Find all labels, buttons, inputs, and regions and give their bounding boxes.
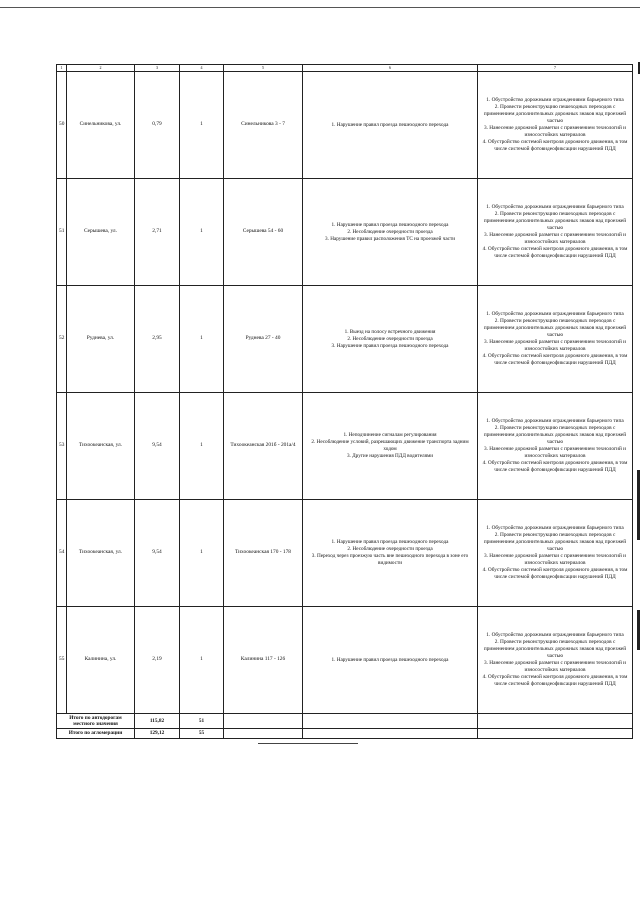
empty-cell bbox=[478, 729, 633, 739]
measure-item: 4. Обустройство системой контроля дорожного движения, в том числе системой фотовидеофиксации нарушений ПДД bbox=[482, 674, 628, 688]
measure-item: 3. Нанесение дорожной разметки с применением технологий и износостойких материалов bbox=[483, 446, 626, 460]
row-number: 52 bbox=[57, 286, 67, 393]
violation-item: 1. Нарушение правил проезда пешеходного перехода bbox=[331, 121, 449, 128]
table-row bbox=[57, 179, 633, 286]
measure-item: 2. Провести реконструкцию пешеходных переходов с применением дополнительных дорожных знаков над проезжей частью bbox=[483, 210, 627, 231]
measure-item: 1. Обустройство дорожными ограждениями барьерного типа bbox=[486, 524, 624, 531]
measures-cell bbox=[478, 607, 633, 714]
empty-cell bbox=[303, 714, 478, 729]
measure-item: 2. Провести реконструкцию пешеходных переходов с применением дополнительных дорожных знаков над проезжей частью bbox=[483, 317, 627, 338]
violations-cell bbox=[303, 179, 478, 286]
violation-item: 1. Нарушение правил проезда пешеходного перехода bbox=[331, 539, 449, 545]
violation-item: 1. Неподчинение сигналам регулирования bbox=[343, 432, 437, 438]
measures-cell bbox=[478, 72, 633, 179]
measure-item: 1. Обустройство дорожными ограждениями барьерного типа bbox=[486, 203, 624, 210]
violation-item: 2. Несоблюдение очередности проезда bbox=[347, 335, 433, 342]
row-number: 55 bbox=[57, 607, 67, 714]
site-location: Тихоокеанская 201б - 201а/4 bbox=[224, 393, 303, 500]
street-name: Тихоокеанская, ул. bbox=[67, 500, 135, 607]
column-number-row bbox=[57, 65, 633, 72]
road-length-km: 2,71 bbox=[135, 179, 180, 286]
site-location: Тихоокеанская 170 - 178 bbox=[224, 500, 303, 607]
violation-item: 2. Несоблюдение условий, разрешающих движение транспорта задним ходом bbox=[311, 439, 469, 452]
violation-item: 2. Несоблюдение очередности проезда bbox=[347, 228, 433, 235]
road-length-km: 0,79 bbox=[135, 72, 180, 179]
violations-cell bbox=[303, 286, 478, 393]
table-row bbox=[57, 286, 633, 393]
column-number: 5 bbox=[224, 65, 303, 72]
site-count: 1 bbox=[180, 179, 224, 286]
measure-item: 2. Провести реконструкцию пешеходных переходов с применением дополнительных дорожных знаков над проезжей частью bbox=[483, 424, 627, 445]
site-location: Синельникова 3 - 7 bbox=[224, 72, 303, 179]
measures-cell bbox=[478, 500, 633, 607]
street-name: Синельникова, ул. bbox=[67, 72, 135, 179]
column-number: 4 bbox=[180, 65, 224, 72]
measure-item: 2. Провести реконструкцию пешеходных переходов с применением дополнительных дорожных знаков над проезжей частью bbox=[483, 638, 627, 659]
site-count: 1 bbox=[180, 500, 224, 607]
site-count: 1 bbox=[180, 72, 224, 179]
measure-item: 4. Обустройство системой контроля дорожного движения, в том числе системой фотовидеофиксации нарушений ПДД bbox=[482, 139, 628, 153]
violation-item: 2. Несоблюдение очередности проезда bbox=[347, 546, 433, 552]
measure-item: 4. Обустройство системой контроля дорожного движения, в том числе системой фотовидеофиксации нарушений ПДД bbox=[482, 460, 628, 474]
row-number: 51 bbox=[57, 179, 67, 286]
measure-item: 2. Провести реконструкцию пешеходных переходов с применением дополнительных дорожных знаков над проезжей частью bbox=[483, 103, 627, 124]
measure-item: 3. Нанесение дорожной разметки с применением технологий и износостойких материалов bbox=[483, 125, 626, 139]
column-number: 1 bbox=[57, 65, 67, 72]
violations-cell bbox=[303, 72, 478, 179]
measure-item: 4. Обустройство системой контроля дорожного движения, в том числе системой фотовидеофиксации нарушений ПДД bbox=[482, 567, 628, 581]
measures-cell bbox=[478, 393, 633, 500]
total-row-local-roads bbox=[57, 714, 633, 729]
accident-sites-table bbox=[56, 64, 633, 739]
violations-cell bbox=[303, 393, 478, 500]
empty-cell bbox=[224, 729, 303, 739]
column-number: 7 bbox=[478, 65, 633, 72]
total-row-agglomeration bbox=[57, 729, 633, 739]
site-count: 1 bbox=[180, 286, 224, 393]
column-number: 6 bbox=[303, 65, 478, 72]
scan-top-edge bbox=[0, 0, 640, 8]
measures-cell bbox=[478, 286, 633, 393]
road-length-km: 2,95 bbox=[135, 286, 180, 393]
column-number: 2 bbox=[67, 65, 135, 72]
street-name: Руднева, ул. bbox=[67, 286, 135, 393]
measure-item: 1. Обустройство дорожными ограждениями барьерного типа bbox=[486, 631, 624, 638]
measure-item: 4. Обустройство системой контроля дорожного движения, в том числе системой фотовидеофиксации нарушений ПДД bbox=[482, 353, 628, 367]
measure-item: 3. Нанесение дорожной разметки с применением технологий и износостойких материалов bbox=[483, 339, 626, 353]
site-location: Серышева 54 - 60 bbox=[224, 179, 303, 286]
violation-item: 1. Нарушение правил проезда пешеходного перехода bbox=[331, 221, 449, 228]
table-row bbox=[57, 500, 633, 607]
total-label: Итого по автодорогам местного значения bbox=[57, 714, 135, 729]
violation-item: 3. Другие нарушения ПДД водителями bbox=[346, 453, 434, 459]
measures-cell bbox=[478, 179, 633, 286]
street-name: Тихоокеанская, ул. bbox=[67, 393, 135, 500]
violation-item: 3. Нарушение правил проезда пешеходного перехода bbox=[331, 342, 449, 349]
measure-item: 2. Провести реконструкцию пешеходных переходов с применением дополнительных дорожных знаков над проезжей частью bbox=[483, 531, 627, 552]
violation-item: 1. Выезд на полосу встречного движения bbox=[344, 328, 436, 335]
road-length-km: 2,19 bbox=[135, 607, 180, 714]
violations-cell bbox=[303, 500, 478, 607]
total-km: 129,12 bbox=[135, 729, 180, 739]
total-count: 55 bbox=[180, 729, 224, 739]
table-row bbox=[57, 607, 633, 714]
measure-item: 1. Обустройство дорожными ограждениями барьерного типа bbox=[486, 96, 624, 103]
empty-cell bbox=[478, 714, 633, 729]
measure-item: 4. Обустройство системой контроля дорожного движения, в том числе системой фотовидеофиксации нарушений ПДД bbox=[482, 246, 628, 260]
measure-item: 3. Нанесение дорожной разметки с применением технологий и износостойких материалов bbox=[483, 232, 626, 246]
empty-cell bbox=[224, 714, 303, 729]
measure-item: 1. Обустройство дорожными ограждениями барьерного типа bbox=[486, 417, 624, 424]
measure-item: 1. Обустройство дорожными ограждениями барьерного типа bbox=[486, 310, 624, 317]
table-row bbox=[57, 72, 633, 179]
site-location: Руднева 27 - 40 bbox=[224, 286, 303, 393]
violation-item: 3. Переход через проезжую часть вне пешеходного перехода в зоне его видимости bbox=[311, 553, 469, 566]
street-name: Калинина, ул. bbox=[67, 607, 135, 714]
violation-item: 3. Нарушение правил расположения ТС на проезжей части bbox=[325, 235, 455, 242]
measure-item: 3. Нанесение дорожной разметки с применением технологий и износостойких материалов bbox=[483, 553, 626, 567]
total-label: Итого по агломерации bbox=[57, 729, 135, 739]
violation-item: 1. Нарушение правил проезда пешеходного перехода bbox=[331, 656, 449, 663]
total-count: 51 bbox=[180, 714, 224, 729]
table-row bbox=[57, 393, 633, 500]
row-number: 53 bbox=[57, 393, 67, 500]
column-number: 3 bbox=[135, 65, 180, 72]
violations-cell bbox=[303, 607, 478, 714]
empty-cell bbox=[303, 729, 478, 739]
site-location: Калинина 117 - 126 bbox=[224, 607, 303, 714]
road-length-km: 9,54 bbox=[135, 393, 180, 500]
measure-item: 3. Нанесение дорожной разметки с применением технологий и износостойких материалов bbox=[483, 660, 626, 674]
closing-line bbox=[258, 743, 358, 744]
street-name: Серышева, ул. bbox=[67, 179, 135, 286]
road-length-km: 9,54 bbox=[135, 500, 180, 607]
site-count: 1 bbox=[180, 607, 224, 714]
total-km: 115,82 bbox=[135, 714, 180, 729]
site-count: 1 bbox=[180, 393, 224, 500]
row-number: 50 bbox=[57, 72, 67, 179]
row-number: 54 bbox=[57, 500, 67, 607]
